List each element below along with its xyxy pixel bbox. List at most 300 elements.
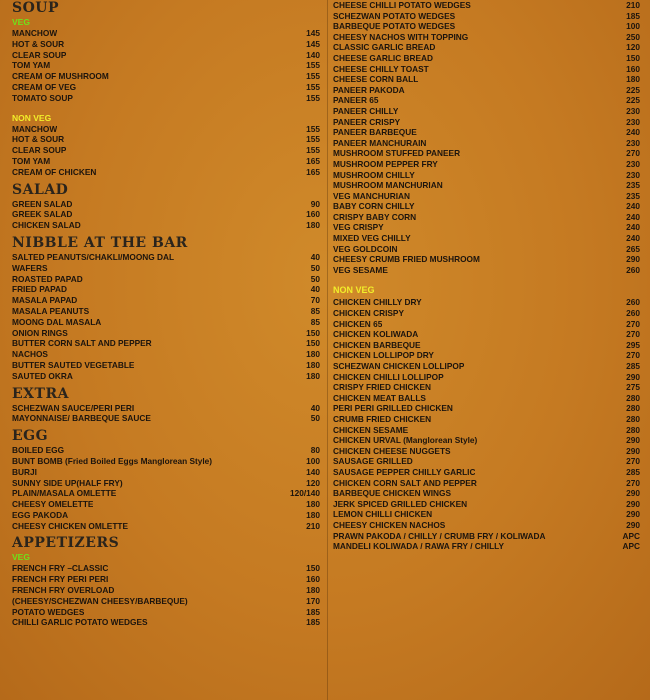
menu-item [12, 328, 320, 339]
menu-item-price: 290 [626, 488, 640, 499]
menu-item [333, 488, 640, 499]
menu-item-price: 180 [306, 499, 320, 510]
menu-item-name: MANCHOW [12, 28, 58, 38]
menu-item-name: MANCHOW [12, 123, 58, 134]
menu-item [12, 124, 320, 135]
menu-item [333, 201, 640, 212]
menu-item [12, 71, 320, 82]
menu-item [12, 209, 320, 220]
menu-item-name: CHICKEN BARBEQUE [333, 339, 421, 350]
menu-item-price: 180 [306, 585, 320, 596]
menu-item-price: 280 [626, 403, 640, 414]
menu-item-price: 210 [306, 520, 320, 531]
menu-item-price: 285 [626, 466, 640, 477]
menu-item-name: SCHEZWAN POTATO WEDGES [333, 10, 456, 21]
menu-item [12, 317, 320, 328]
menu-item-name: BABY CORN CHILLY [333, 201, 415, 212]
menu-item-price: 240 [626, 127, 640, 138]
menu-item-name: FRENCH FRY OVERLOAD [12, 585, 115, 596]
menu-item-price: 180 [306, 359, 320, 370]
menu-item [12, 50, 320, 61]
menu-item-name: SAUSAGE PEPPER CHILLY GARLIC [333, 466, 476, 477]
menu-item-name: BARBEQUE CHICKEN WINGS [333, 488, 452, 499]
menu-item [333, 233, 640, 244]
menu-item-name: TOM YAM [12, 155, 51, 166]
menu-item [12, 574, 320, 585]
menu-item-name: FRIED PAPAD [12, 284, 68, 295]
veg-label-appetizers: VEG [12, 552, 30, 563]
menu-item-name: BUTTER SAUTED VEGETABLE [12, 359, 135, 370]
menu-item-name: CHICKEN SALAD [12, 220, 81, 231]
menu-item-price: 270 [626, 148, 640, 159]
menu-item-price: 40 [310, 251, 320, 262]
menu-item-name: CHEESY CHICKEN NACHOS [333, 519, 446, 530]
menu-item-price: 235 [626, 180, 640, 191]
menu-item [333, 21, 640, 32]
menu-item-name: GREEN SALAD [12, 198, 73, 209]
menu-item-price: 180 [306, 370, 320, 381]
menu-item-name: PANEER MANCHURAIN [333, 137, 427, 148]
menu-item-name: JERK SPICED GRILLED CHICKEN [333, 498, 468, 509]
section-title-nibble: NIBBLE AT THE BAR [12, 234, 188, 251]
menu-item [333, 180, 640, 191]
menu-item-name: CLASSIC GARLIC BREAD [333, 42, 436, 53]
menu-item-price: 275 [626, 382, 640, 393]
menu-item [12, 252, 320, 263]
menu-item [333, 456, 640, 467]
menu-item [12, 134, 320, 145]
menu-item-name: MOONG DAL MASALA [12, 316, 102, 327]
menu-item-name: CHEESE CHILLY TOAST [333, 63, 429, 74]
menu-item-name: EGG PAKODA [12, 509, 69, 520]
menu-item-name: ONION RINGS [12, 327, 68, 338]
menu-item-price: 160 [306, 574, 320, 585]
menu-item-name: CHEESE GARLIC BREAD [333, 52, 434, 63]
menu-item [12, 93, 320, 104]
menu-item-price: 155 [306, 145, 320, 156]
menu-item-name: NACHOS [12, 349, 48, 360]
menu-item-price: 295 [626, 339, 640, 350]
extra-list [12, 403, 320, 425]
menu-item [333, 53, 640, 64]
menu-item-price: 260 [626, 297, 640, 308]
menu-item-price: 290 [626, 509, 640, 520]
menu-item-price: 290 [626, 445, 640, 456]
menu-item [12, 617, 320, 628]
menu-item [333, 403, 640, 414]
menu-item [12, 403, 320, 414]
menu-item [333, 509, 640, 520]
menu-item-price: 290 [626, 435, 640, 446]
menu-item-price: 185 [306, 606, 320, 617]
menu-item-name: CHEESE CHILLI POTATO WEDGES [333, 0, 471, 10]
menu-item-name: CHICKEN CORN SALT AND PEPPER [333, 477, 477, 488]
menu-item-name: BARBEQUE POTATO WEDGES [333, 21, 456, 32]
menu-item-name: CHEESE CORN BALL [333, 74, 419, 85]
menu-item-price: 290 [626, 519, 640, 530]
menu-item [333, 478, 640, 489]
menu-item-price: 225 [626, 95, 640, 106]
menu-item [333, 361, 640, 372]
menu-item [333, 0, 640, 11]
menu-item [333, 531, 640, 542]
menu-item [12, 82, 320, 93]
menu-item-price: 230 [626, 169, 640, 180]
menu-item-name: PANEER BARBEQUE [333, 127, 417, 138]
menu-item [333, 117, 640, 128]
menu-item [12, 263, 320, 274]
menu-item-price: 40 [310, 402, 320, 413]
menu-item-price: 100 [306, 455, 320, 466]
menu-item [12, 467, 320, 478]
menu-item [333, 372, 640, 383]
menu-item [333, 520, 640, 531]
menu-item-price: 290 [626, 254, 640, 265]
menu-item-name: CHICKEN CHEESE NUGGETS [333, 445, 451, 456]
menu-item-price: 120 [626, 42, 640, 53]
menu-item-price: 250 [626, 31, 640, 42]
menu-item-name: TOM YAM [12, 60, 51, 71]
menu-item-price: 100 [626, 21, 640, 32]
menu-item-name: CHEESY CRUMB FRIED MUSHROOM [333, 254, 480, 265]
menu-item-price: 280 [626, 424, 640, 435]
menu-item-name: VEG MANCHURIAN [333, 190, 410, 201]
menu-item-price: 145 [306, 38, 320, 49]
menu-item-price: 270 [626, 456, 640, 467]
menu-item-name: ROASTED PAPAD [12, 273, 83, 284]
menu-item-name: PANEER CRISPY [333, 116, 401, 127]
menu-item-name: CHEESY CHICKEN OMLETTE [12, 520, 129, 531]
menu-item-price: 140 [306, 466, 320, 477]
menu-item-name: CHICKEN KOLIWADA [333, 329, 419, 340]
menu-item [333, 74, 640, 85]
menu-item-name: CRISPY BABY CORN [333, 211, 417, 222]
menu-item-name: BUNT BOMB (Fried Boiled Eggs Manglorean Style) [12, 455, 213, 466]
menu-item [12, 145, 320, 156]
menu-item-name: MAYONNAISE/ BARBEQUE SAUCE [12, 413, 151, 424]
menu-item [12, 371, 320, 382]
menu-item-price: 165 [306, 155, 320, 166]
menu-item [333, 170, 640, 181]
menu-item-name: PERI PERI GRILLED CHICKEN [333, 403, 453, 414]
menu-item-name: MUSHROOM CHILLY [333, 169, 415, 180]
menu-item [12, 521, 320, 532]
menu-item-price: 240 [626, 201, 640, 212]
menu-item-name: TOMATO SOUP [12, 92, 73, 103]
menu-item [12, 445, 320, 456]
menu-item-name: CHICKEN SESAME [333, 424, 409, 435]
appetizers-veg-continued-list [333, 0, 640, 275]
menu-item-price: 155 [306, 134, 320, 145]
menu-item [333, 222, 640, 233]
menu-item [333, 308, 640, 319]
menu-item [333, 64, 640, 75]
menu-item-name: LEMON CHILLI CHICKEN [333, 509, 433, 520]
menu-item [12, 274, 320, 285]
menu-item-name: CREAM OF VEG [12, 81, 77, 92]
menu-item-price: 155 [306, 123, 320, 134]
menu-item-price: 240 [626, 233, 640, 244]
menu-item-name: SALTED PEANUTS/CHAKLI/MOONG DAL [12, 251, 175, 262]
menu-item-name: MANDELI KOLIWADA / RAWA FRY / CHILLY [333, 541, 505, 552]
menu-item-name: CREAM OF CHICKEN [12, 166, 97, 177]
menu-item [12, 338, 320, 349]
menu-item-price: 70 [310, 295, 320, 306]
menu-item [333, 85, 640, 96]
menu-item-price: 280 [626, 392, 640, 403]
menu-item-price: 160 [306, 209, 320, 220]
menu-item [333, 350, 640, 361]
menu-item [12, 563, 320, 574]
menu-item [333, 106, 640, 117]
menu-item [12, 499, 320, 510]
menu-item-price: 270 [626, 350, 640, 361]
menu-item [333, 297, 640, 308]
menu-item [12, 478, 320, 489]
menu-item-price: 230 [626, 137, 640, 148]
menu-item-name: PANEER 65 [333, 95, 379, 106]
menu-item-name: HOT & SOUR [12, 38, 65, 49]
menu-item [333, 138, 640, 149]
menu-item [333, 340, 640, 351]
menu-item-name: MASALA PAPAD [12, 295, 78, 306]
menu-item [333, 329, 640, 340]
menu-item-name: MIXED VEG CHILLY [333, 233, 411, 244]
menu-item [12, 360, 320, 371]
menu-item-price: APC [622, 541, 640, 552]
menu-item [333, 435, 640, 446]
menu-item [333, 127, 640, 138]
menu-item [333, 11, 640, 22]
menu-item-name: PANEER PAKODA [333, 84, 405, 95]
menu-item-price: 290 [626, 371, 640, 382]
menu-item [333, 244, 640, 255]
menu-item-price: 260 [626, 308, 640, 319]
menu-item [12, 39, 320, 50]
column-divider [327, 0, 328, 700]
menu-item [12, 284, 320, 295]
menu-item-price: 150 [306, 327, 320, 338]
menu-item-price: 155 [306, 92, 320, 103]
menu-item-name: CHICKEN 65 [333, 318, 383, 329]
menu-item-name: CHEESY OMELETTE [12, 499, 94, 510]
menu-item [12, 60, 320, 71]
menu-item-name: MUSHROOM MANCHURIAN [333, 180, 443, 191]
menu-item-price: 50 [310, 273, 320, 284]
menu-item [12, 349, 320, 360]
menu-item-price: 155 [306, 60, 320, 71]
menu-item-price: 270 [626, 477, 640, 488]
menu-item-price: 80 [310, 445, 320, 456]
menu-item [333, 414, 640, 425]
salad-list [12, 199, 320, 231]
menu-item [333, 42, 640, 53]
menu-item-name: CLEAR SOUP [12, 49, 67, 60]
menu-item [333, 191, 640, 202]
menu-item [333, 446, 640, 457]
menu-item [12, 456, 320, 467]
menu-item-price: 145 [306, 28, 320, 38]
menu-item-name: PRAWN PAKODA / CHILLY / CRUMB FRY / KOLIWADA [333, 530, 546, 541]
menu-item-price: 210 [626, 0, 640, 10]
soup-nonveg-list [12, 124, 320, 178]
nonveg-label-soup: NON VEG [12, 112, 52, 123]
menu-item-price: 230 [626, 116, 640, 127]
menu-item-name: MASALA PEANUTS [12, 305, 90, 316]
menu-item [12, 413, 320, 424]
nibble-list [12, 252, 320, 382]
menu-item-name: CHICKEN CRISPY [333, 308, 404, 319]
menu-item-price: 280 [626, 413, 640, 424]
menu-item-price: 285 [626, 361, 640, 371]
menu-item-price: 155 [306, 81, 320, 92]
menu-item-price: 240 [626, 222, 640, 233]
menu-item [12, 306, 320, 317]
menu-item [12, 596, 320, 607]
egg-list [12, 445, 320, 531]
menu-item [333, 541, 640, 552]
menu-item-name: CRUMB FRIED CHICKEN [333, 413, 432, 424]
menu-item-name: HOT & SOUR [12, 134, 65, 145]
menu-item-name: PANEER CHILLY [333, 105, 399, 116]
menu-item-price: 290 [626, 498, 640, 509]
menu-column-right [333, 0, 640, 552]
menu-item-name: BUTTER CORN SALT AND PEPPER [12, 338, 152, 349]
menu-item-name: PLAIN/MASALA OMLETTE [12, 488, 117, 499]
menu-item-price: 120 [306, 477, 320, 488]
menu-item [12, 156, 320, 167]
menu-item [333, 95, 640, 106]
menu-item-price: 150 [306, 563, 320, 574]
menu-item-name: FRENCH FRY –CLASSIC [12, 563, 109, 574]
soup-veg-list [12, 28, 320, 104]
menu-item-name: SAUTED OKRA [12, 370, 73, 381]
menu-item-price: 150 [626, 52, 640, 63]
menu-item-price: 90 [310, 198, 320, 209]
menu-column-left [12, 0, 320, 628]
menu-item-name: SAUSAGE GRILLED [333, 456, 413, 467]
menu-item-price: 225 [626, 84, 640, 95]
menu-item [333, 393, 640, 404]
menu-item [12, 585, 320, 596]
menu-item-name: CHILLI GARLIC POTATO WEDGES [12, 617, 148, 628]
menu-item-price: APC [622, 530, 640, 541]
menu-item-price: 150 [306, 338, 320, 349]
menu-item-price: 170 [306, 595, 320, 606]
menu-item-price: 85 [310, 316, 320, 327]
menu-item [333, 467, 640, 478]
menu-item-name: SUNNY SIDE UP(HALF FRY) [12, 477, 123, 488]
menu-item-name: SCHEZWAN CHICKEN LOLLIPOP [333, 361, 465, 371]
menu-item [333, 32, 640, 43]
menu-item [333, 425, 640, 436]
section-title-extra: EXTRA [12, 385, 69, 402]
section-title-appetizers: APPETIZERS [12, 535, 120, 552]
menu-item-price: 165 [306, 166, 320, 177]
menu-item-name: WAFERS [12, 262, 48, 273]
menu-item-name: CHICKEN CHILLI LOLLIPOP [333, 371, 444, 382]
appetizers-list [12, 563, 320, 628]
menu-item [12, 28, 320, 39]
menu-item-name: CLEAR SOUP [12, 145, 67, 156]
menu-item-price: 140 [306, 49, 320, 60]
menu-item-name: VEG GOLDCOIN [333, 243, 398, 254]
menu-item [333, 265, 640, 276]
menu-item-name: (CHEESY/SCHEZWAN CHEESY/BARBEQUE) [12, 595, 188, 606]
menu-item-name: BURJI [12, 466, 37, 477]
menu-item-price: 160 [626, 63, 640, 74]
menu-item-price: 185 [306, 617, 320, 628]
appetizers-nonveg-list [333, 297, 640, 551]
menu-item-name: CHICKEN LOLLIPOP DRY [333, 350, 434, 361]
menu-item-price: 265 [626, 243, 640, 254]
menu-item-name: CREAM OF MUSHROOM [12, 71, 109, 82]
menu-item [333, 499, 640, 510]
veg-label-soup: VEG [12, 17, 30, 27]
menu-item-name: MUSHROOM STUFFED PANEER [333, 148, 461, 159]
menu-item-name: POTATO WEDGES [12, 606, 85, 617]
section-title-soup: SOUP [12, 0, 60, 16]
menu-item-price: 180 [306, 220, 320, 231]
menu-item-price: 230 [626, 158, 640, 169]
menu-item-price: 85 [310, 305, 320, 316]
menu-item-price: 230 [626, 105, 640, 116]
menu-item [333, 159, 640, 170]
menu-item-name: CHEESY NACHOS WITH TOPPING [333, 31, 469, 42]
menu-item [12, 167, 320, 178]
menu-item-price: 180 [626, 74, 640, 85]
menu-item-price: 270 [626, 318, 640, 329]
menu-item-price: 235 [626, 190, 640, 201]
menu-item [12, 199, 320, 210]
menu-item [333, 319, 640, 330]
menu-item-price: 180 [306, 349, 320, 360]
menu-item-name: CRISPY FRIED CHICKEN [333, 382, 432, 393]
section-title-egg: EGG [12, 428, 49, 445]
menu-item [333, 382, 640, 393]
menu-item-name: VEG SESAME [333, 264, 388, 275]
menu-item-price: 240 [626, 211, 640, 222]
menu-item-price: 120/140 [290, 488, 320, 499]
menu-item-name: CHICKEN URVAL (Manglorean Style) [333, 435, 478, 446]
menu-item [12, 220, 320, 231]
menu-item-name: SCHEZWAN SAUCE/PERI PERI [12, 402, 135, 413]
menu-item-price: 260 [626, 264, 640, 275]
menu-item-price: 185 [626, 10, 640, 21]
menu-item-price: 270 [626, 329, 640, 340]
menu-item [12, 295, 320, 306]
menu-item-name: VEG CRISPY [333, 222, 384, 233]
section-title-salad: SALAD [12, 181, 69, 198]
menu-item-price: 40 [310, 284, 320, 295]
menu-item-price: 50 [310, 262, 320, 273]
menu-item [12, 488, 320, 499]
menu-item [333, 254, 640, 265]
nonveg-label-appetizers: NON VEG [333, 285, 375, 296]
menu-item-name: CHICKEN CHILLY DRY [333, 297, 422, 308]
menu-item-name: GREEK SALAD [12, 209, 73, 220]
menu-item [333, 148, 640, 159]
menu-item-price: 50 [310, 413, 320, 424]
menu-item-name: CHICKEN MEAT BALLS [333, 392, 426, 403]
menu-item-price: 180 [306, 509, 320, 520]
menu-item-name: BOILED EGG [12, 445, 65, 456]
menu-item-price: 155 [306, 71, 320, 82]
menu-item-name: FRENCH FRY PERI PERI [12, 574, 109, 585]
menu-item [12, 510, 320, 521]
menu-item [333, 212, 640, 223]
menu-item [12, 607, 320, 618]
